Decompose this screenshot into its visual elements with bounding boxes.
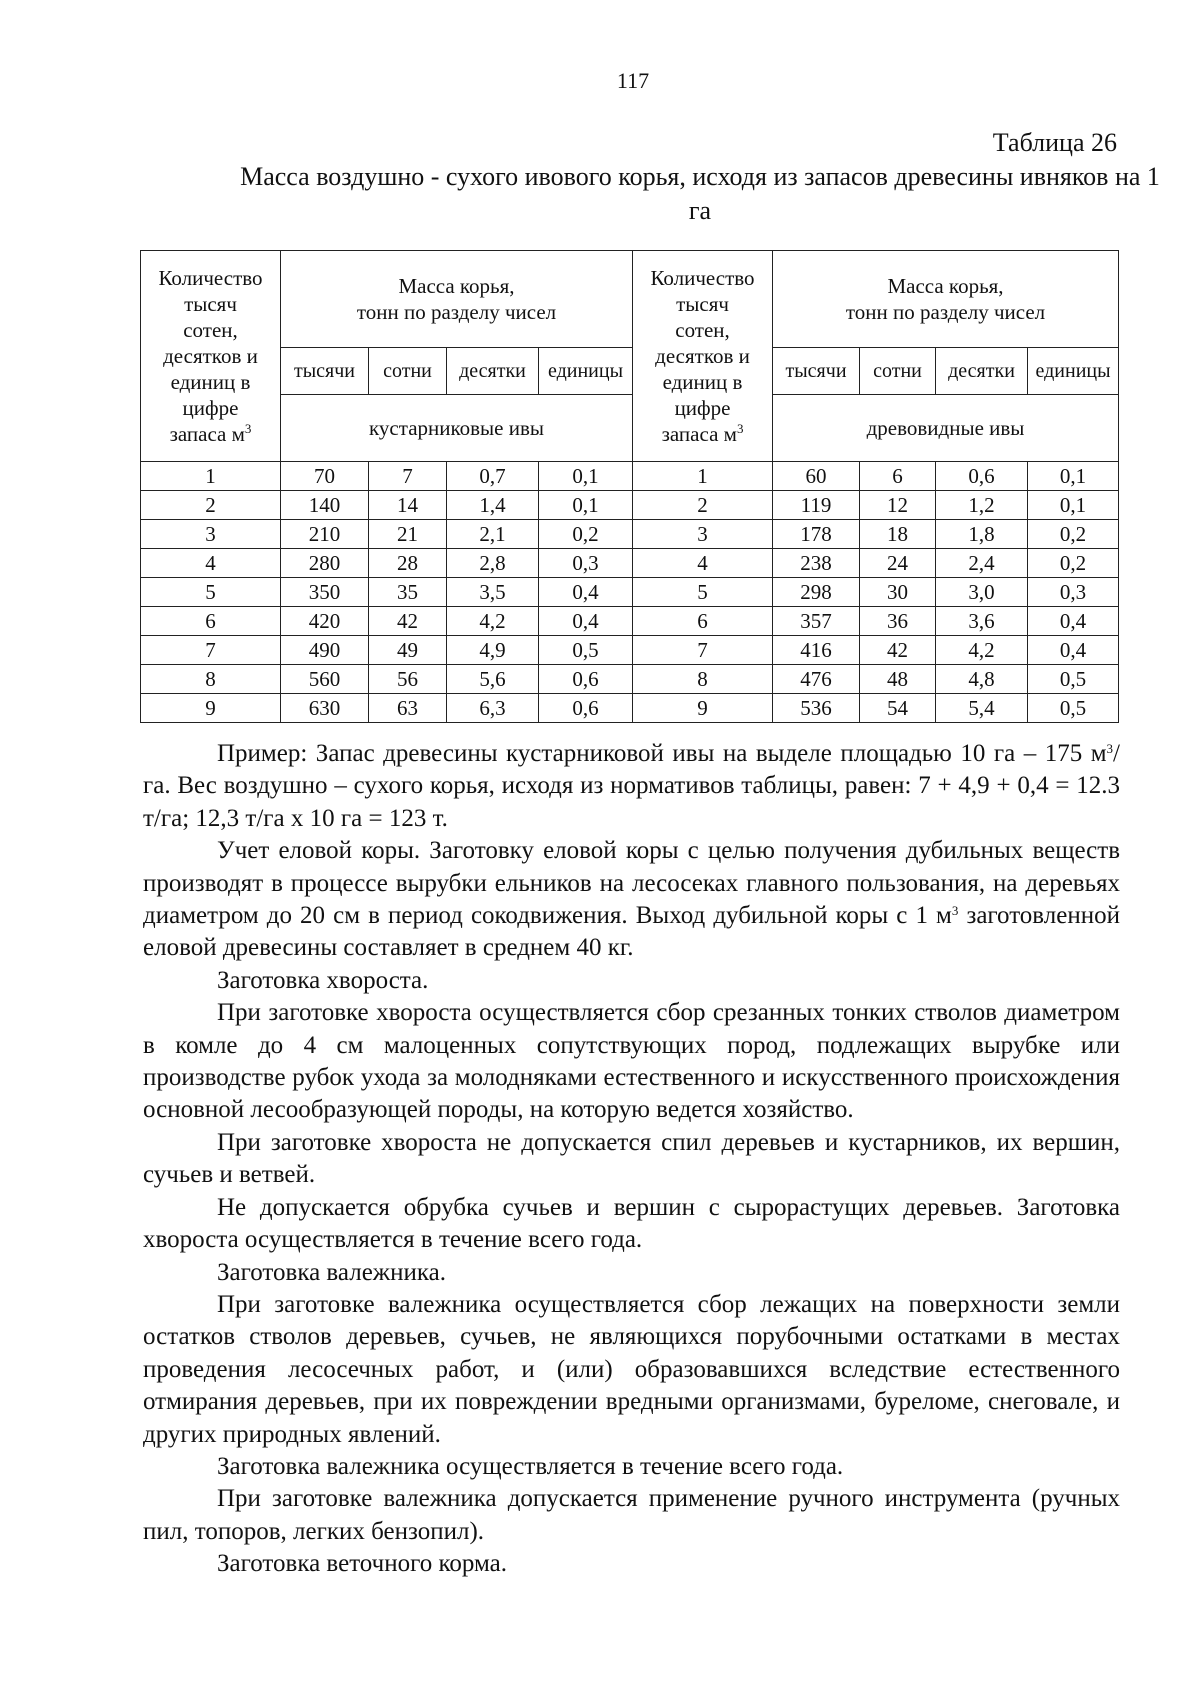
table-cell: 4 bbox=[141, 549, 281, 578]
table-cell: 8 bbox=[633, 665, 773, 694]
count-header-right: Количество тысяч сотен, десятков и единиц в цифре запаса $м^3$ bbox=[633, 251, 773, 462]
paragraph: Заготовка валежника осуществляется в течение всего года. bbox=[217, 1452, 844, 1480]
table-row bbox=[141, 578, 1119, 607]
table-cell: 8 bbox=[141, 665, 281, 694]
table-cell: 3,0 bbox=[936, 578, 1028, 607]
table-cell: 0,4 bbox=[1028, 607, 1119, 636]
group-tree-willows: древовидные ивы bbox=[773, 395, 1119, 462]
table-cell: 35 bbox=[369, 578, 447, 607]
table-cell: 63 bbox=[369, 694, 447, 723]
paragraph: При заготовке хвороста осуществляется сбор срезанных тонких стволов диаметром в комле до 4 см малоценных сопутствующих пород, подлежащих вырубке или производстве рубок ухода за молодняками естественного и искусственного происхождения основной лесообразующей породы, на которую ведется хозяйство. bbox=[143, 999, 1120, 1124]
table-cell: 36 bbox=[860, 607, 936, 636]
table-cell: 1,4 bbox=[447, 491, 539, 520]
table-cell: 60 bbox=[773, 462, 860, 491]
table-row bbox=[141, 549, 1119, 578]
table-cell: 4,8 bbox=[936, 665, 1028, 694]
table-row bbox=[141, 491, 1119, 520]
table-cell: 9 bbox=[141, 694, 281, 723]
table-cell: 280 bbox=[281, 549, 369, 578]
table-cell: 49 bbox=[369, 636, 447, 665]
table-cell: 70 bbox=[281, 462, 369, 491]
table-cell: 9 bbox=[633, 694, 773, 723]
table-cell: 30 bbox=[860, 578, 936, 607]
subcol-thousands: тысячи bbox=[281, 348, 369, 395]
paragraph: Не допускается обрубка сучьев и вершин с сырорастущих деревьев. Заготовка хвороста осуществляется в течение всего года. bbox=[143, 1193, 1120, 1254]
table-cell: 4,2 bbox=[447, 607, 539, 636]
table-cell: 0,7 bbox=[447, 462, 539, 491]
table-cell: 0,4 bbox=[1028, 636, 1119, 665]
subcol-units: единицы bbox=[539, 348, 633, 395]
table-row bbox=[141, 694, 1119, 723]
table-cell: 1 bbox=[141, 462, 281, 491]
table-cell: 0,5 bbox=[539, 636, 633, 665]
table-cell: 0,1 bbox=[1028, 491, 1119, 520]
paragraph: Заготовка валежника. bbox=[217, 1258, 446, 1286]
table-cell: 0,1 bbox=[1028, 462, 1119, 491]
table-cell: 1,8 bbox=[936, 520, 1028, 549]
table-row bbox=[141, 462, 1119, 491]
table-cell: 350 bbox=[281, 578, 369, 607]
table-cell: 28 bbox=[369, 549, 447, 578]
group-shrub-willows: кустарниковые ивы bbox=[281, 395, 633, 462]
spruce-bark-paragraph: Учет еловой коры. Заготовку еловой коры с целью получения дубильных веществ производят в процессе вырубки ельников на лесосеках главного пользования, на деревьях диаметром до 20 см в период сокодвижения. Выход дубильной коры с 1 $м^3$ заготовленной еловой древесины составляет в среднем 40 кг. bbox=[143, 837, 1120, 962]
table-cell: 48 bbox=[860, 665, 936, 694]
table-cell: 2 bbox=[141, 491, 281, 520]
table-cell: 0,6 bbox=[539, 665, 633, 694]
table-cell: 0,2 bbox=[1028, 520, 1119, 549]
paragraph: При заготовке хвороста не допускается спил деревьев и кустарников, их вершин, сучьев и ветвей. bbox=[143, 1128, 1120, 1189]
table-cell: 119 bbox=[773, 491, 860, 520]
subcol-units: единицы bbox=[1028, 348, 1119, 395]
paragraph: При заготовке валежника осуществляется сбор лежащих на поверхности земли остатков стволов деревьев, сучьев, не являющихся порубочными остатками в местах проведения лесосечных работ, и (или) образовавшихся вследствие естественного отмирания деревьев, при их повреждении вредными организмами, буреломе, снеговале, и других природных явлений. bbox=[143, 1290, 1120, 1448]
table-cell: 178 bbox=[773, 520, 860, 549]
mass-header-left: Масса корья, тонн по разделу чисел bbox=[281, 251, 633, 348]
example-paragraph: Пример: Запас древесины кустарниковой ивы на выделе площадью 10 га – 175 $м^3/га$. Вес воздушно – сухого корья, исходя из нормативов таблицы, равен: 7 + 4,9 + 0,4 = 12.3 т/га; 12,3 т/га х 10 га = 123 т. bbox=[143, 740, 1120, 832]
subcol-hundreds: сотни bbox=[369, 348, 447, 395]
table-cell: 7 bbox=[369, 462, 447, 491]
table-cell: 0,6 bbox=[936, 462, 1028, 491]
table-cell: 54 bbox=[860, 694, 936, 723]
table-cell: 357 bbox=[773, 607, 860, 636]
table-cell: 12 bbox=[860, 491, 936, 520]
table-row bbox=[141, 665, 1119, 694]
table-cell: 5,4 bbox=[936, 694, 1028, 723]
table-cell: 21 bbox=[369, 520, 447, 549]
table-cell: 476 bbox=[773, 665, 860, 694]
table-cell: 5,6 bbox=[447, 665, 539, 694]
table-cell: 140 bbox=[281, 491, 369, 520]
table-cell: 56 bbox=[369, 665, 447, 694]
table-cell: 6 bbox=[633, 607, 773, 636]
table-body bbox=[141, 462, 1119, 723]
table-cell: 42 bbox=[860, 636, 936, 665]
table-cell: 24 bbox=[860, 549, 936, 578]
table-cell: 630 bbox=[281, 694, 369, 723]
paragraph: При заготовке валежника допускается применение ручного инструмента (ручных пил, топоров, легких бензопил). bbox=[143, 1485, 1120, 1545]
table-cell: 7 bbox=[141, 636, 281, 665]
table-cell: 0,5 bbox=[1028, 694, 1119, 723]
table-cell: 14 bbox=[369, 491, 447, 520]
table-label: Таблица 26 bbox=[992, 128, 1117, 157]
table-cell: 420 bbox=[281, 607, 369, 636]
table-cell: 0,4 bbox=[539, 578, 633, 607]
table-cell: 416 bbox=[773, 636, 860, 665]
table-cell: 0,3 bbox=[539, 549, 633, 578]
table-cell: 4 bbox=[633, 549, 773, 578]
subcol-tens: десятки bbox=[447, 348, 539, 395]
table-cell: 536 bbox=[773, 694, 860, 723]
table-cell: 0,5 bbox=[1028, 665, 1119, 694]
table-cell: 2,1 bbox=[447, 520, 539, 549]
table-cell: 3,5 bbox=[447, 578, 539, 607]
table-cell: 5 bbox=[141, 578, 281, 607]
table-cell: 238 bbox=[773, 549, 860, 578]
table-row bbox=[141, 636, 1119, 665]
table-cell: 18 bbox=[860, 520, 936, 549]
table-cell: 0,3 bbox=[1028, 578, 1119, 607]
table-cell: 0,1 bbox=[539, 491, 633, 520]
table-cell: 0,1 bbox=[539, 462, 633, 491]
table-cell: 2 bbox=[633, 491, 773, 520]
page-number: 117 bbox=[616, 68, 650, 93]
willow-bark-table bbox=[140, 250, 1119, 723]
table-cell: 210 bbox=[281, 520, 369, 549]
table-cell: 6,3 bbox=[447, 694, 539, 723]
table-cell: 6 bbox=[141, 607, 281, 636]
table-title: Масса воздушно - сухого ивового корья, исходя из запасов древесины ивняков на 1 га bbox=[240, 162, 1160, 225]
table-cell: 2,8 bbox=[447, 549, 539, 578]
subcol-thousands: тысячи bbox=[773, 348, 860, 395]
table-cell: 42 bbox=[369, 607, 447, 636]
table-cell: 3 bbox=[633, 520, 773, 549]
table-cell: 0,6 bbox=[539, 694, 633, 723]
table-cell: 0,2 bbox=[1028, 549, 1119, 578]
body-text bbox=[143, 738, 1120, 1581]
count-header-left: Количество тысяч сотен, десятков и единиц в цифре запаса $м^3$ bbox=[141, 251, 281, 462]
table-row bbox=[141, 607, 1119, 636]
table-cell: 490 bbox=[281, 636, 369, 665]
subcol-tens: десятки bbox=[936, 348, 1028, 395]
paragraph: Заготовка веточного корма. bbox=[217, 1550, 507, 1578]
table-cell: 4,9 bbox=[447, 636, 539, 665]
table-cell: 0,4 bbox=[539, 607, 633, 636]
table-cell: 5 bbox=[633, 578, 773, 607]
table-cell: 298 bbox=[773, 578, 860, 607]
table-cell: 3,6 bbox=[936, 607, 1028, 636]
table-cell: 0,2 bbox=[539, 520, 633, 549]
table-cell: 1 bbox=[633, 462, 773, 491]
table-cell: 6 bbox=[860, 462, 936, 491]
paragraph: Заготовка хвороста. bbox=[217, 966, 429, 994]
table-cell: 1,2 bbox=[936, 491, 1028, 520]
table-cell: 2,4 bbox=[936, 549, 1028, 578]
table-cell: 3 bbox=[141, 520, 281, 549]
table-row bbox=[141, 520, 1119, 549]
table-cell: 4,2 bbox=[936, 636, 1028, 665]
table-cell: 560 bbox=[281, 665, 369, 694]
mass-header-right: Масса корья, тонн по разделу чисел bbox=[773, 251, 1119, 348]
subcol-hundreds: сотни bbox=[860, 348, 936, 395]
table-cell: 7 bbox=[633, 636, 773, 665]
